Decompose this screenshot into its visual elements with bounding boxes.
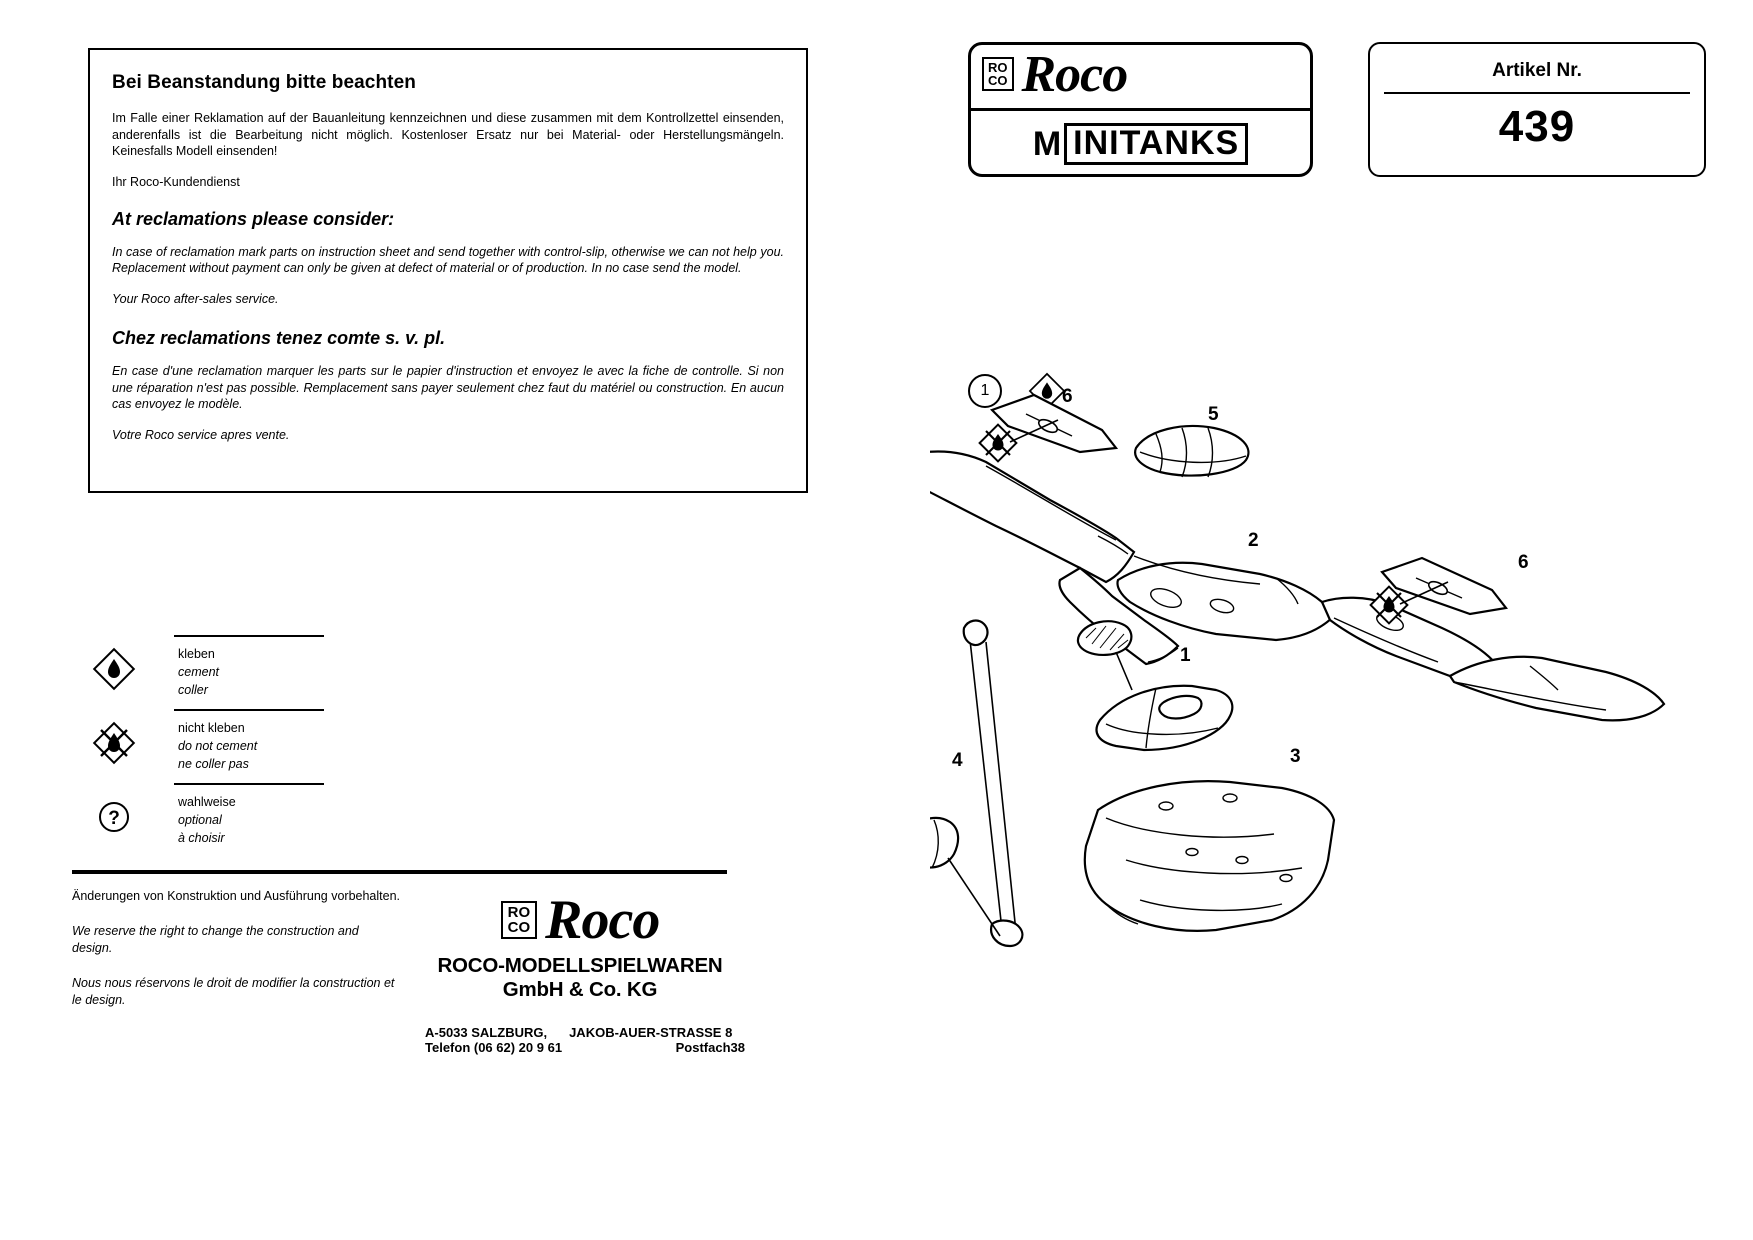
- legend-cement-en: cement: [178, 665, 219, 680]
- reclamation-signature-en: Your Roco after-sales service.: [112, 292, 279, 306]
- exploded-assembly-diagram: [930, 386, 1730, 1050]
- company-po-box: Postfach38: [675, 1040, 745, 1055]
- article-number-value: 439: [1498, 102, 1576, 151]
- legend-item-optional-text: [178, 793, 236, 847]
- reclamation-body-en: In case of reclamation mark parts on instruction sheet and send together with control-slip, otherwise we can not help you. Replacement without payment can only be given at defect of material or of production. In no case send the model.: [112, 244, 784, 276]
- minitanks-m: M: [1032, 124, 1063, 163]
- step-number: 1: [968, 374, 1002, 408]
- part-label-6-right: 6: [1518, 552, 1529, 573]
- company-name-line1: ROCO-MODELLSPIELWAREN: [437, 954, 723, 977]
- article-number-divider: [1384, 92, 1690, 94]
- logo-top-row: [968, 42, 1313, 106]
- legal-de: Änderungen von Konstruktion und Ausführung vorbehalten.: [72, 889, 401, 903]
- reclamation-title-de: Bei Beanstandung bitte beachten: [112, 72, 416, 93]
- minitanks-wordmark: [1033, 123, 1248, 165]
- part-2-wing-assembly: [930, 452, 1664, 721]
- roco-badge: [501, 901, 538, 939]
- company-address: [425, 1025, 745, 1055]
- logo-bottom-row: [968, 111, 1313, 177]
- assembly-drawing: [930, 390, 1730, 1050]
- reclamation-signature-de: Ihr Roco-Kundendienst: [112, 174, 240, 189]
- reclamation-notice-box: [88, 48, 808, 493]
- reclamation-title-en: At reclamations please consider:: [112, 208, 395, 229]
- optional-question-icon: [88, 793, 178, 839]
- article-number-box: [1368, 42, 1706, 177]
- roco-badge-header-line1: RO: [988, 60, 1008, 75]
- legal-fr: Nous nous réservons le droit de modifier la construction et le design.: [72, 975, 395, 1007]
- legend-do-not-cement-fr: ne coller pas: [178, 757, 249, 772]
- cement-diamond-icon: [88, 645, 178, 691]
- part-label-5: 5: [1208, 404, 1219, 425]
- legend-item-cement: [88, 637, 328, 709]
- legend-do-not-cement-en: do not cement: [178, 739, 258, 754]
- svg-text:?: ?: [108, 808, 120, 829]
- article-number-label: Artikel Nr.: [1492, 60, 1582, 81]
- legend-optional-de: wahlweise: [178, 795, 236, 809]
- legend-cement-de: kleben: [178, 647, 215, 661]
- detail-hatched-part: [1078, 621, 1131, 655]
- part-label-4: 4: [952, 750, 963, 771]
- header-roco-logo: [968, 42, 1313, 177]
- assembly-guide-lines: [948, 621, 1022, 946]
- minitanks-rest: INITANKS: [1064, 123, 1248, 165]
- part-4-nose-piece: [930, 818, 958, 868]
- company-name-line2: GmbH & Co. KG: [502, 978, 658, 1001]
- legend-item-do-not-cement: [88, 711, 328, 783]
- legend-do-not-cement-de: nicht kleben: [178, 721, 245, 735]
- symbol-legend: [88, 635, 328, 857]
- do-not-cement-diamond-icon: [88, 719, 178, 765]
- part-label-1: 1: [1180, 645, 1191, 666]
- part-label-2: 2: [1248, 530, 1259, 551]
- address-street: JAKOB-AUER-STRASSE 8: [569, 1025, 733, 1040]
- company-phone: Telefon (06 62) 20 9 61: [425, 1040, 563, 1055]
- roco-wordmark-header: Roco: [1021, 45, 1128, 103]
- legal-en: We reserve the right to change the construction and design.: [72, 923, 359, 955]
- legend-optional-fr: à choisir: [178, 831, 225, 846]
- roco-badge-line2: CO: [507, 919, 531, 936]
- part-3-lower-hull: [1085, 781, 1334, 931]
- reclamation-body-fr: En case d'une reclamation marquer les parts sur le papier d'instruction et envoyez le avec la fiche de controlle. Si non une réparation n'est pas possible. Remplacement sans payer seulement chez faut du matériel ou construction. En aucun cas envoyez le modèle.: [112, 363, 784, 412]
- legend-item-do-not-cement-text: [178, 719, 257, 773]
- legal-notice: [72, 888, 402, 1026]
- part-5-nose-cone: [1135, 426, 1248, 477]
- legend-cement-fr: coller: [178, 683, 208, 698]
- part-1-crew-pod: [1097, 686, 1233, 750]
- legend-optional-en: optional: [178, 813, 222, 828]
- roco-badge-header: [982, 57, 1014, 91]
- roco-badge-line1: RO: [507, 904, 531, 921]
- reclamation-title-fr: Chez reclamations tenez comte s. v. pl.: [112, 327, 446, 348]
- roco-wordmark: Roco: [545, 889, 660, 951]
- do-not-cement-diamond-icon: [980, 425, 1017, 462]
- part-label-3: 3: [1290, 746, 1301, 767]
- part-label-6-left: 6: [1062, 386, 1073, 407]
- footer-roco-logo: [425, 888, 735, 1002]
- roco-badge-header-line2: CO: [988, 73, 1008, 88]
- legend-item-cement-text: [178, 645, 219, 699]
- reclamation-signature-fr: Votre Roco service apres vente.: [112, 428, 290, 442]
- legend-item-optional: [88, 785, 328, 857]
- address-city: A-5033 SALZBURG,: [425, 1025, 548, 1040]
- reclamation-body-de: Im Falle einer Reklamation auf der Bauanleitung kennzeichnen und diese zusammen mit dem Kontrollzettel einsenden, anderenfalls ist die Bearbeitung nicht möglich. Kostenloser Ersatz nur bei Material- oder Herstellungsmängeln. Keinesfalls Modell einsenden!: [112, 111, 784, 159]
- footer-brandline: [425, 888, 735, 952]
- footer-divider: [72, 870, 727, 874]
